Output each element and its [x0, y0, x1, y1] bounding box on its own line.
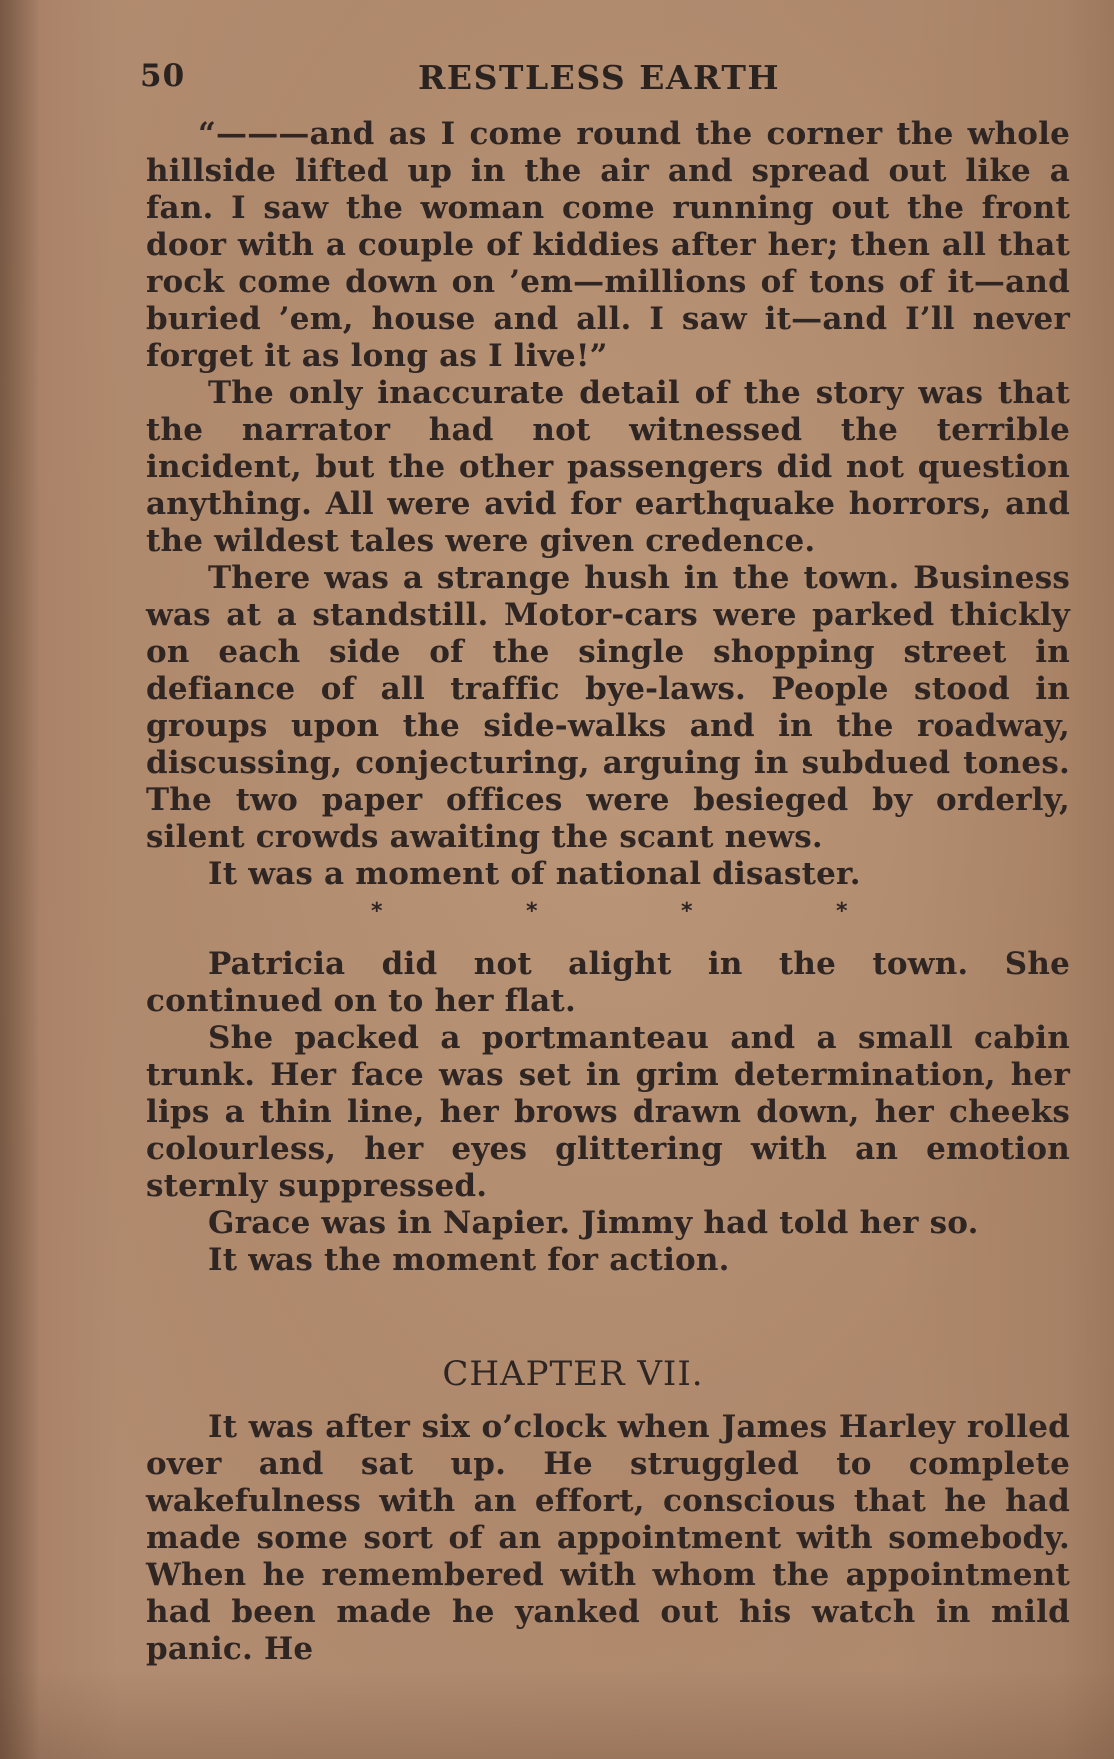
page-bottom-shadow [0, 1669, 1114, 1759]
page-number: 50 [140, 58, 186, 94]
body-text [146, 116, 1070, 1668]
paragraph: It was a moment of national disaster. [208, 856, 861, 892]
running-head [140, 58, 960, 104]
chapter-heading: CHAPTER VII. [442, 1354, 704, 1394]
chapter-opening-paragraph: It was after six o’clock when James Harley rolled over and sat up. He struggled to complete wakefulness with an effort, conscious that he had made some sort of an appointment with somebody. When he remembered with whom the appointment had been made he yanked out his watch in mild panic. He [146, 1409, 1070, 1667]
spacer [146, 1397, 1070, 1409]
paragraph: It was the moment for action. [208, 1242, 730, 1278]
paragraph: She packed a portmanteau and a small cabin trunk. Her face was set in grim determination, her lips a thin line, her brows drawn down, her cheeks colourless, her eyes glittering with an emotion sternly suppressed. [146, 1020, 1070, 1204]
spacer [146, 930, 1070, 946]
paragraph: Grace was in Napier. Jimmy had told her so. [208, 1205, 979, 1241]
section-break-star: * [836, 899, 848, 924]
paragraph: There was a strange hush in the town. Business was at a standstill. Motor-cars were parked thickly on each side of the single shopping street in defiance of all traffic bye-laws. People stood in groups upon the side-walks and in the roadway, discussing, conjecturing, arguing in subdued tones. The two paper offices were besieged by orderly, silent crowds awaiting the scant news. [146, 560, 1070, 855]
paragraph: Patricia did not alight in the town. She continued on to her flat. [146, 946, 1070, 1019]
section-break-star: * [681, 899, 693, 924]
book-title: RESTLESS EARTH [418, 58, 781, 97]
page-edge-shadow [0, 0, 40, 1759]
section-break [146, 893, 1070, 930]
paragraph: The only inaccurate detail of the story was that the narrator had not witnessed the terrible incident, but the other passengers did not question anything. All were avid for earthquake horrors, and the wildest tales were given credence. [146, 375, 1070, 559]
quoted-paragraph: “———and as I come round the corner the whole hillside lifted up in the air and spread out like a fan. I saw the woman come running out the front door with a couple of kiddies after her; then all that rock come down on ’em—millions of tons of it—and buried ’em, house and all. I saw it—and I’ll never forget it as long as I live!” [146, 116, 1070, 374]
section-break-star: * [526, 899, 538, 924]
section-break-star: * [371, 899, 383, 924]
spacer [146, 1279, 1070, 1351]
